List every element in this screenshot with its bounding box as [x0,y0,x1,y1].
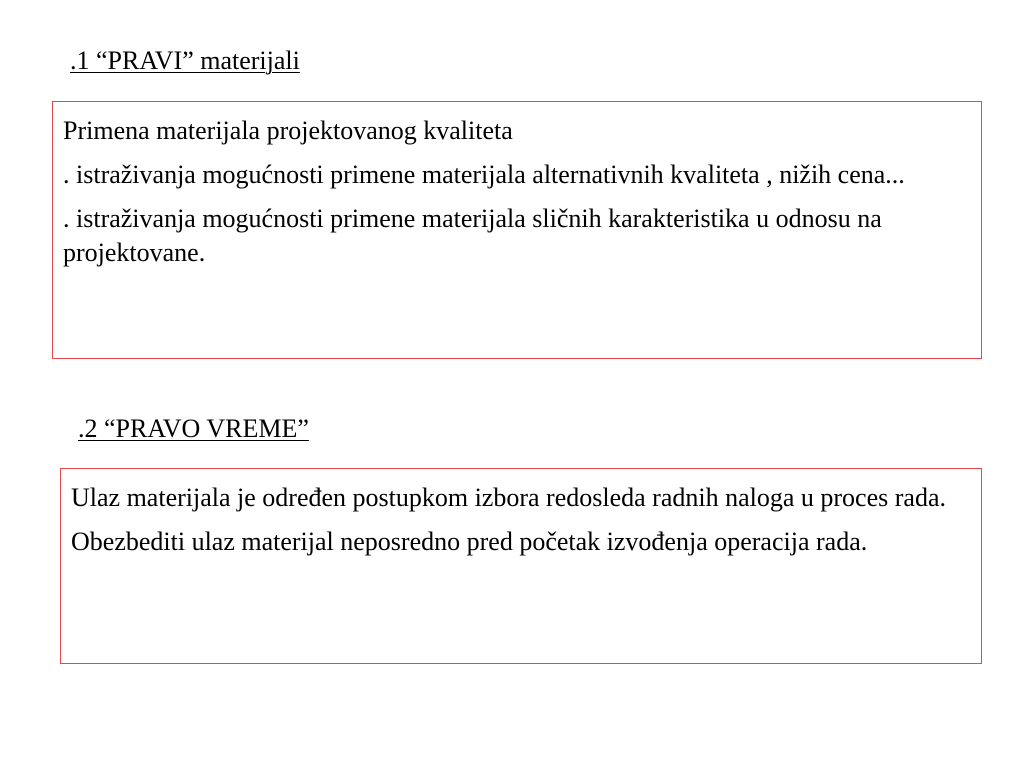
section-1-paragraph-2: . istraživanja mogućnosti primene materijala alternativnih kvaliteta , nižih cena... [63,160,905,189]
section-1-paragraph-3: . istraživanja mogućnosti primene materijala sličnih karakteristika u odnosu na projektovane. [63,204,882,267]
section-2-heading: .2 “PRAVO VREME” [78,414,309,443]
section-2-paragraph-1: Ulaz materijala je određen postupkom izbora redosleda radnih naloga u proces rada. [71,483,946,512]
section-2-paragraph-2: Obezbediti ulaz materijal neposredno pred početak izvođenja operacija rada. [71,527,868,556]
section-2-box [60,468,982,664]
section-1-heading: .1 “PRAVI” materijali [70,46,300,75]
section-1-paragraph-1: Primena materijala projektovanog kvaliteta [63,116,513,145]
section-1-box [52,101,982,359]
